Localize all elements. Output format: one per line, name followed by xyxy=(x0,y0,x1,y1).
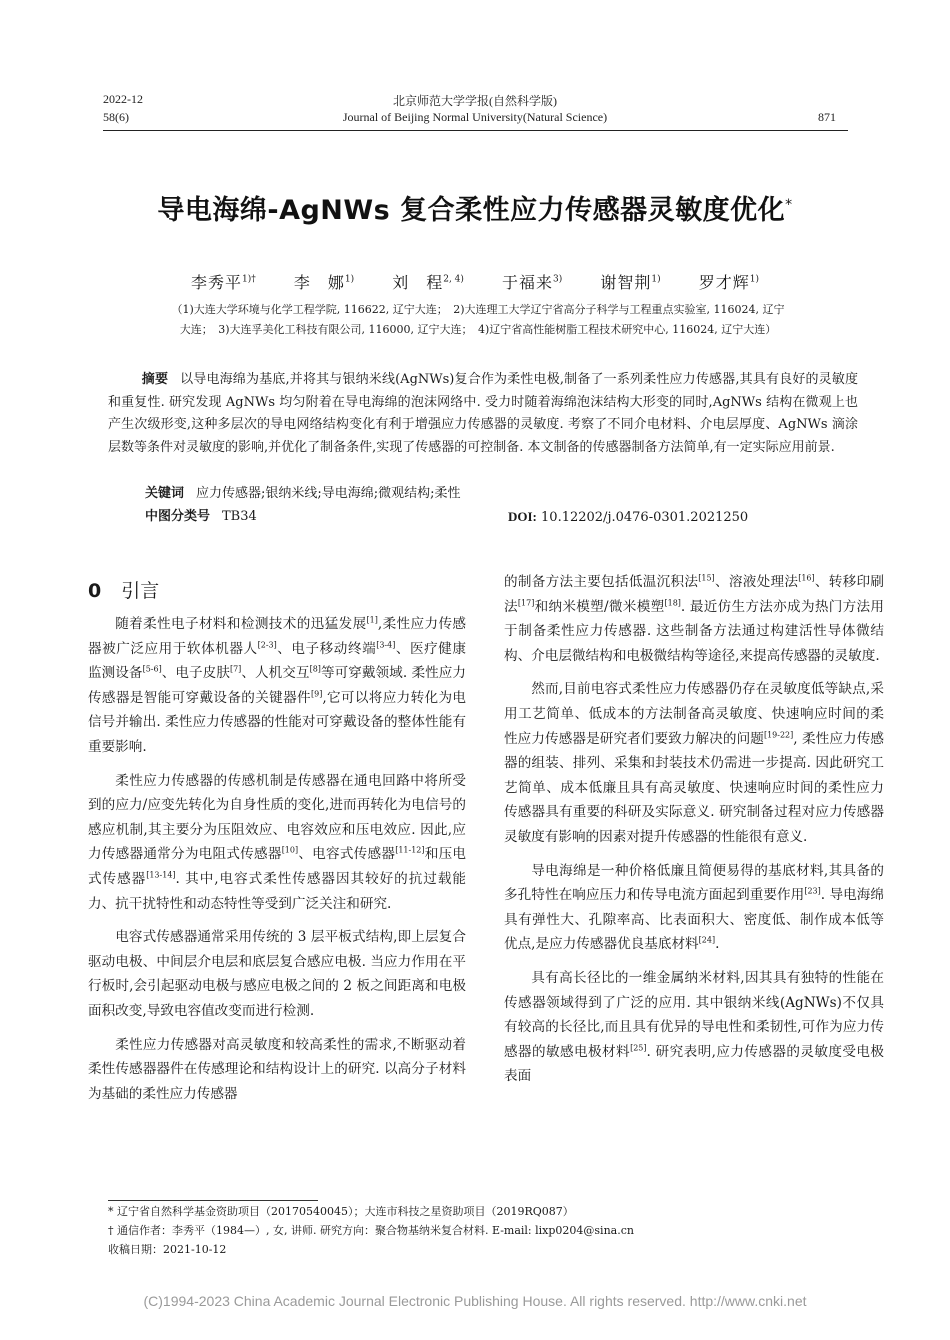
abstract-text: 以导电海绵为基底,并将其与银纳米线(AgNWs)复合作为柔性电极,制备了一系列柔性应力传感器,其具有良好的灵敏度和重复性. 研究发现 AgNWs 均匀附着在导电海绵的泡沫网络中. 受力时随着海绵泡沫结构大形变的同时,AgNWs 结构在微观上也产生次级形变,这种多层次的导电网络结构变化有利于增强应力传感器的灵敏度. 考察了不同介电材料、介电层厚度、AgNWs 滴涂层数等条件对灵敏度的影响,并优化了制备条件,实现了传感器的可控制备. 本文制备的传感器制备方法简单,有一定实际应用前景. xyxy=(108,372,858,455)
class-label: 中图分类号 xyxy=(145,509,211,524)
paragraph: 电容式传感器通常采用传统的 3 层平板式结构,即上层复合驱动电极、中间层介电层和底层复合感应电极. 当应力作用在平行板时,会引起驱动电极与感应电极之间的 2 板之间距离和电极面积改变,导致电容值改变而进行检测. xyxy=(88,929,466,1019)
journal-name-cn: 北京师范大学学报(自然科学版) xyxy=(393,94,557,108)
author: 于福来$^{3)}$ xyxy=(502,273,563,292)
section-heading: 0 引言 xyxy=(88,580,160,602)
author: 刘 程$^{2, 4)}$ xyxy=(392,273,464,292)
right-column xyxy=(504,570,884,1098)
keywords-text: 应力传感器;银纳米线;导电海绵;微观结构;柔性 xyxy=(196,486,461,501)
copyright-line: (C)1994-2023 China Academic Journal Electronic Publishing House. All rights reserved. http://www.cnki.net xyxy=(143,1293,807,1309)
paragraph: 导电海绵是一种价格低廉且简便易得的基底材料,其具备的多孔特性在响应压力和传导电流方面起到重要作用[23]. 导电海绵具有弹性大、孔隙率高、比表面积大、密度低、制作成本低等优点,是应力传感器优良基底材料[24]. xyxy=(504,862,884,953)
affiliations xyxy=(108,300,848,340)
paragraph: 的制备方法主要包括低温沉积法[15]、溶液处理法[16]、转移印刷法[17]和纳米模塑/微米模塑[18]. 最近仿生方法亦成为热门方法用于制备柔性应力传感器. 这些制备方法通过构建活性导体微结构、介电层微结构和电极微结构等途径,来提高传感器的灵敏度. xyxy=(504,573,884,664)
header-rule xyxy=(103,130,848,131)
received-date: 收稿日期：2021-10-12 xyxy=(108,1243,227,1256)
left-column xyxy=(88,612,466,1115)
class-value: TB34 xyxy=(222,509,257,524)
paragraph: 柔性应力传感器对高灵敏度和较高柔性的需求,不断驱动着柔性传感器器件在传感理论和结构设计上的研究. 以高分子材料为基础的柔性应力传感器 xyxy=(88,1036,466,1102)
affiliation-line: 大连； 3)大连孚美化工科技有限公司, 116000, 辽宁大连； 4)辽宁省高性能树脂工程技术研究中心, 116024, 辽宁大连） xyxy=(179,323,777,336)
doi xyxy=(508,506,848,530)
abstract-label: 摘要 xyxy=(141,372,169,387)
journal-name-en: Journal of Beijing Normal University(Natural Science) xyxy=(342,110,608,124)
page-number: 871 xyxy=(818,110,836,124)
author: 李 娜$^{1)}$ xyxy=(293,273,355,292)
doi-value: 10.12202/j.0476-0301.2021250 xyxy=(541,510,749,525)
issue-volume: 58(6) xyxy=(103,110,129,124)
keywords xyxy=(145,483,845,506)
corresponding-author-note: † 通信作者：李秀平（1984—）, 女, 讲师. 研究方向：聚合物基纳米复合材料. E-mail: lixp0204@sina.cn xyxy=(108,1224,634,1237)
paragraph: 随着柔性电子材料和检测技术的迅猛发展[1],柔性应力传感器被广泛应用于软体机器人[2-3]、电子移动终端[3-4]、医疗健康监测设备[5-6]、电子皮肤[7]、人机交互[8]等可穿戴领域. 柔性应力传感器是智能可穿戴设备的关键器件[9],它可以将应力转化为电信号并输出. 柔性应力传感器的性能对可穿戴设备的整体性能有重要影响. xyxy=(88,615,467,755)
footnote-rule xyxy=(108,1200,318,1201)
author: 谢智荆$^{1)}$ xyxy=(600,273,661,292)
funding-note: * 辽宁省自然科学基金资助项目（20170540045）；大连市科技之星资助项目（2019RQ087） xyxy=(108,1205,574,1218)
paragraph: 具有高长径比的一维金属纳米材料,因其具有独特的性能在传感器领域得到了广泛的应用. 其中银纳米线(AgNWs)不仅具有较高的长径比,而且具有优异的导电性和柔韧性,可作为应力传感器的敏感电极材料[25]. 研究表明,应力传感器的灵敏度受电极表面 xyxy=(504,969,885,1085)
abstract xyxy=(108,369,858,459)
affiliation-line: （1)大连大学环境与化学工程学院, 116622, 辽宁大连； 2)大连理工大学辽宁省高分子科学与工程重点实验室, 116024, 辽宁 xyxy=(171,303,785,316)
paragraph: 柔性应力传感器的传感机制是传感器在通电回路中将所受到的应力/应变先转化为自身性质的变化,进而再转化为电信号的感应机制,其主要分为压阻效应、电容效应和压电效应. 因此,应力传感器通常分为电阻式传感器[10]、电容式传感器[11-12]和压电式传感器[13-14]. 其中,电容式柔性传感器因其较好的抗过载能力、抗干扰特性和动态特性等受到广泛关注和研究. xyxy=(88,772,467,912)
paragraph: 然而,目前电容式柔性应力传感器仍存在灵敏度低等缺点,采用工艺简单、低成本的方法制备高灵敏度、快速响应时间的柔性应力传感器是研究者们要致力解决的问题[19-22], 柔性应力传感器的组装、排列、采集和封装技术仍需进一步提高. 因此研究工艺简单、成本低廉且具有高灵敏度、快速响应时间的柔性应力传感器具有重要的科研及实际意义. 研究制备过程对应力传感器灵敏度有影响的因素对提升传感器的性能很有意义. xyxy=(504,681,884,845)
paper-title: 导电海绵-AgNWs 复合柔性应力传感器灵敏度优化* xyxy=(157,195,793,226)
author: 罗才辉$^{1)}$ xyxy=(698,273,759,292)
doi-label: DOI: xyxy=(508,509,537,524)
issue-date: 2022-12 xyxy=(103,92,143,106)
author-list xyxy=(0,270,950,293)
author: 李秀平$^{1)\dagger}$ xyxy=(191,273,256,292)
keywords-label: 关键词 xyxy=(145,486,185,501)
